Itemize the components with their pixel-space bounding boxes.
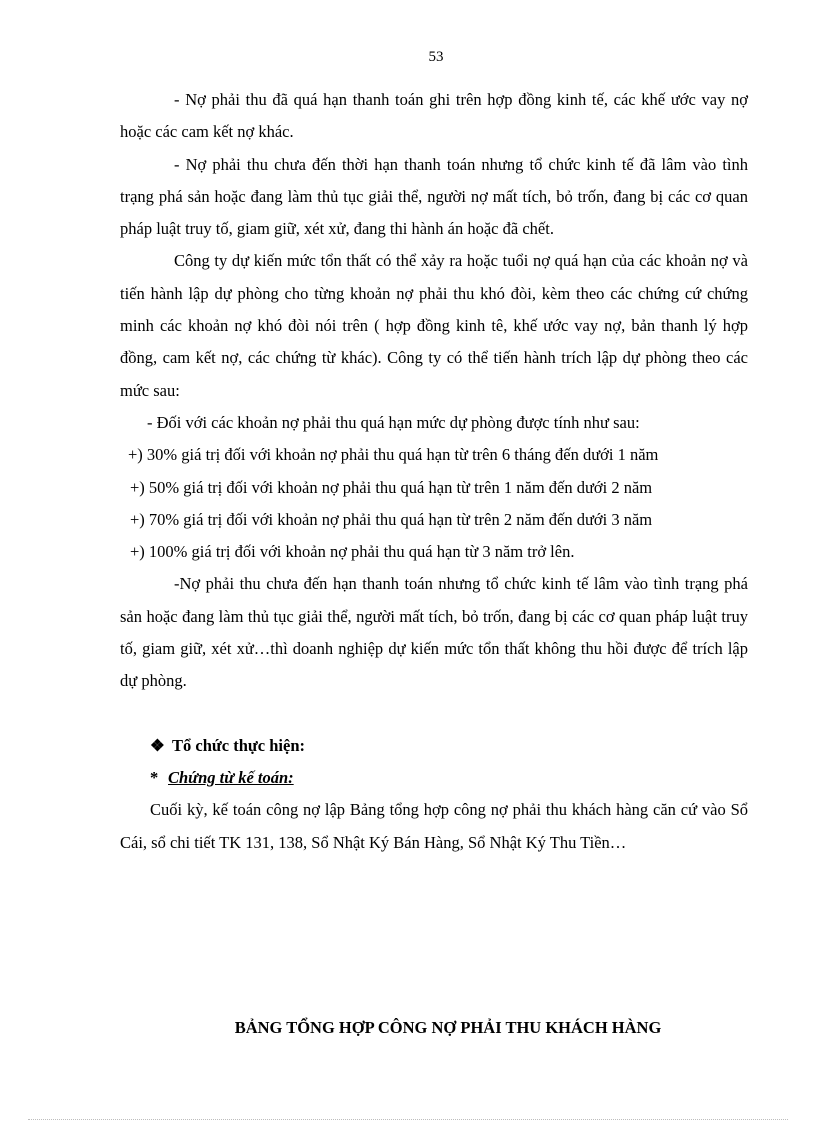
provision-rate-item: +) 50% giá trị đối với khoản nợ phải thu quá hạn từ trên 1 năm đến dưới 2 năm bbox=[130, 477, 653, 497]
paragraph-overdue-debt: - Nợ phải thu đã quá hạn thanh toán ghi trên hợp đồng kinh tế, các khế ước vay nợ hoặc các cam kết nợ khác. bbox=[120, 90, 748, 142]
section-gap bbox=[120, 698, 748, 730]
provision-rate-item: +) 30% giá trị đối với khoản nợ phải thu quá hạn từ trên 6 tháng đến dưới 1 năm bbox=[128, 445, 659, 465]
section-heading bbox=[120, 730, 748, 762]
page-bottom-rule bbox=[28, 1119, 788, 1120]
asterisk-bullet-icon: * bbox=[150, 767, 159, 787]
document-body bbox=[120, 84, 748, 859]
provision-rate-intro: - Đối với các khoản nợ phải thu quá hạn mức dự phòng được tính như sau: bbox=[147, 412, 640, 432]
paragraph-not-yet-due-debt: - Nợ phải thu chưa đến thời hạn thanh toán nhưng tổ chức kinh tế đã lâm vào tình trạng phá sản hoặc đang làm thủ tục giải thể, người nợ mất tích, bỏ trốn, đang bị các cơ quan pháp luật truy tố, giam giữ, xét xử, đang thi hành án hoặc đã chết. bbox=[120, 154, 748, 239]
subsection-heading-text: Chứng từ kế toán: bbox=[168, 767, 294, 787]
section-heading-text: Tổ chức thực hiện: bbox=[172, 735, 306, 755]
paragraph-provision-estimate: Công ty dự kiến mức tổn thất có thể xảy ra hoặc tuổi nợ quá hạn của các khoản nợ và tiến hành lập dự phòng cho từng khoản nợ phải thu khó đòi, kèm theo các chứng cứ chứng minh các khoản nợ khó đòi nói trên ( hợp đồng kinh tê, khế ước vay nợ, bản thanh lý hợp đồng, cam kết nợ, các chứng từ khác). Công ty có thể tiến hành trích lập dự phòng theo các mức sau: bbox=[120, 251, 748, 400]
page-number: 53 bbox=[428, 49, 444, 65]
diamond-bullet-icon: ❖ bbox=[150, 735, 165, 755]
provision-rate-item: +) 100% giá trị đối với khoản nợ phải thu quá hạn từ 3 năm trở lên. bbox=[130, 542, 575, 562]
paragraph-period-end: Cuối kỳ, kế toán công nợ lập Bảng tổng hợp công nợ phải thu khách hàng căn cứ vào Sổ Cái, sổ chi tiết TK 131, 138, Sổ Nhật Ký Bán Hàng, Sổ Nhật Ký Thu Tiền… bbox=[120, 800, 748, 852]
subsection-heading bbox=[120, 762, 748, 794]
paragraph-insolvent-debt: -Nợ phải thu chưa đến hạn thanh toán nhưng tổ chức kinh tế lâm vào tình trạng phá sản hoặc đang làm thủ tục giải thể, người mất tích, bỏ trốn, đang bị các cơ quan pháp luật truy tố, giam giữ, xét xử…thì doanh nghiệp dự kiến mức tổn thất không thu hồi được để trích lập dự phòng. bbox=[120, 574, 748, 691]
provision-rate-item: +) 70% giá trị đối với khoản nợ phải thu quá hạn từ trên 2 năm đến dưới 3 năm bbox=[130, 509, 653, 529]
table-title: BẢNG TỔNG HỢP CÔNG NỢ PHẢI THU KHÁCH HÀNG bbox=[234, 1018, 662, 1037]
